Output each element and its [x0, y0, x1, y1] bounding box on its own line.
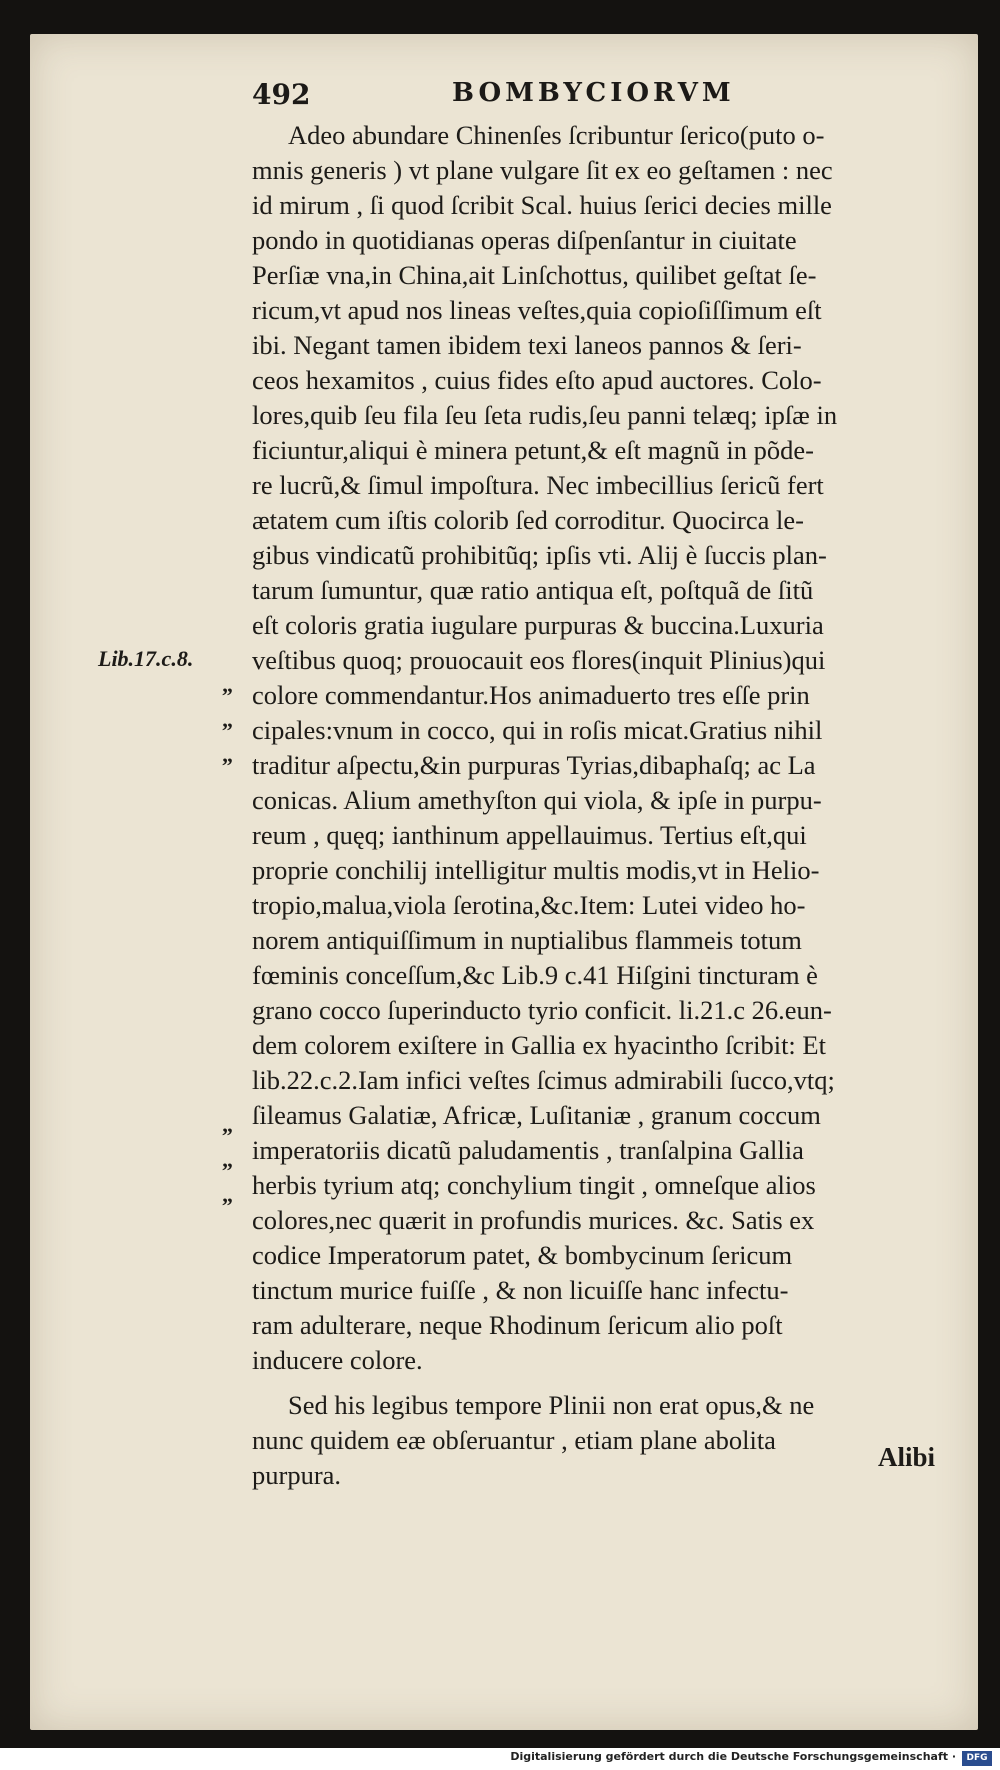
text-line: re lucrũ,& ſimul impoſtura. Nec imbecillius ſericũ fert — [252, 470, 824, 500]
text-line: dem colorem exiſtere in Gallia ex hyacintho ſcribit: Et — [252, 1030, 826, 1060]
digitization-footer — [0, 1748, 1000, 1770]
text-line: ibi. Negant tamen ibidem texi laneos pannos & ſeri- — [252, 330, 802, 360]
text-line: ætatem cum iſtis colorib ſed corroditur. Quocirca le- — [252, 505, 804, 535]
text-line: tinctum murice fuiſſe , & non licuiſſe hanc infectu- — [252, 1275, 789, 1305]
text-line: ricum,vt apud nos lineas veſtes,quia copioſiſſimum eſt — [252, 295, 822, 325]
quote-mark: „ — [222, 1112, 233, 1137]
text-line: lores,quib ſeu fila ſeu ſeta rudis,ſeu panni telæq; ipſæ in — [252, 400, 838, 430]
quote-mark: „ — [222, 1147, 233, 1172]
text-line: reum , quęq; ianthinum appellauimus. Tertius eſt,qui — [252, 820, 807, 850]
page-number: 492 — [252, 78, 311, 111]
text-line: grano cocco ſuperinducto tyrio conficit. li.21.c 26.eun- — [252, 995, 832, 1025]
text-line: norem antiquiſſimum in nuptialibus flammeis totum — [252, 925, 802, 955]
text-line: Perſiæ vna,in China,ait Linſchottus, quilibet geſtat ſe- — [252, 260, 817, 290]
running-title: BOMBYCIORVM — [452, 78, 735, 108]
catchword: Alibi — [878, 1442, 936, 1472]
text-line: purpura. — [252, 1460, 342, 1490]
text-line: conicas. Alium amethyſton qui viola, & ipſe in purpu- — [252, 785, 822, 815]
text-line: eſt coloris gratia iugulare purpuras & buccina.Luxuria — [252, 610, 824, 640]
dfg-logo-icon: DFG — [962, 1751, 992, 1766]
text-line: colore commendantur.Hos animaduerto tres eſſe prin — [252, 680, 810, 710]
text-line: Adeo abundare Chinenſes ſcribuntur ſerico(puto o- — [288, 120, 825, 150]
text-line: fœminis conceſſum,&c Lib.9 c.41 Hiſgini tincturam è — [252, 960, 818, 990]
text-line: herbis tyrium atq; conchylium tingit , omneſque alios — [252, 1170, 816, 1200]
text-line: tarum ſumuntur, quæ ratio antiqua eſt, poſtquã de ſitũ — [252, 575, 814, 605]
text-line: ſileamus Galatiæ, Africæ, Luſitaniæ , granum coccum — [252, 1100, 821, 1130]
text-line: traditur aſpectu,&in purpuras Tyrias,dibaphaſq; ac La — [252, 750, 816, 780]
text-line: nunc quidem eæ obſeruantur , etiam plane abolita — [252, 1425, 776, 1455]
funding-credit: Digitalisierung gefördert durch die Deutsche Forschungsgemeinschaft · — [510, 1750, 956, 1763]
text-line: proprie conchilij intelligitur multis modis,vt in Helio- — [252, 855, 820, 885]
text-line: id mirum , ſi quod ſcribit Scal. huius ſerici decies mille — [252, 190, 832, 220]
paragraph-2 — [252, 1388, 942, 1493]
quote-mark: „ — [222, 742, 233, 767]
text-line: imperatoriis dicatũ paludamentis , tranſalpina Gallia — [252, 1135, 804, 1165]
body-text — [252, 118, 942, 1493]
text-line: cipales:vnum in cocco, qui in roſis micat.Gratius nihil — [252, 715, 823, 745]
text-line: ram adulterare, neque Rhodinum ſericum alio poſt — [252, 1310, 783, 1340]
paragraph-1 — [252, 118, 942, 1378]
quote-mark: „ — [222, 1182, 233, 1207]
text-line: pondo in quotidianas operas diſpenſantur in ciuitate — [252, 225, 797, 255]
text-line: codice Imperatorum patet, & bombycinum ſericum — [252, 1240, 793, 1270]
quote-mark: „ — [222, 707, 233, 732]
text-line: ficiuntur,aliqui è minera petunt,& eſt magnũ in põde- — [252, 435, 814, 465]
text-line: tropio,malua,viola ſerotina,&c.Item: Lutei video ho- — [252, 890, 806, 920]
text-line: Sed his legibus tempore Plinii non erat opus,& ne — [288, 1390, 815, 1420]
quote-mark: „ — [222, 672, 233, 697]
text-line: lib.22.c.2.Iam infici veſtes ſcimus admirabili ſucco,vtq; — [252, 1065, 835, 1095]
margin-reference: Lib.17.c.8. — [98, 646, 194, 671]
text-line: ceos hexamitos , cuius fides eſto apud auctores. Colo- — [252, 365, 822, 395]
text-line: colores,nec quærit in profundis murices. &c. Satis ex — [252, 1205, 815, 1235]
text-line: gibus vindicatũ prohibitũq; ipſis vti. Alij è ſuccis plan- — [252, 540, 827, 570]
text-line: mnis generis ) vt plane vulgare ſit ex eo geſtamen : nec — [252, 155, 833, 185]
text-line: veſtibus quoq; prouocauit eos flores(inquit Plinius)qui — [252, 645, 826, 675]
text-line: inducere colore. — [252, 1345, 423, 1375]
